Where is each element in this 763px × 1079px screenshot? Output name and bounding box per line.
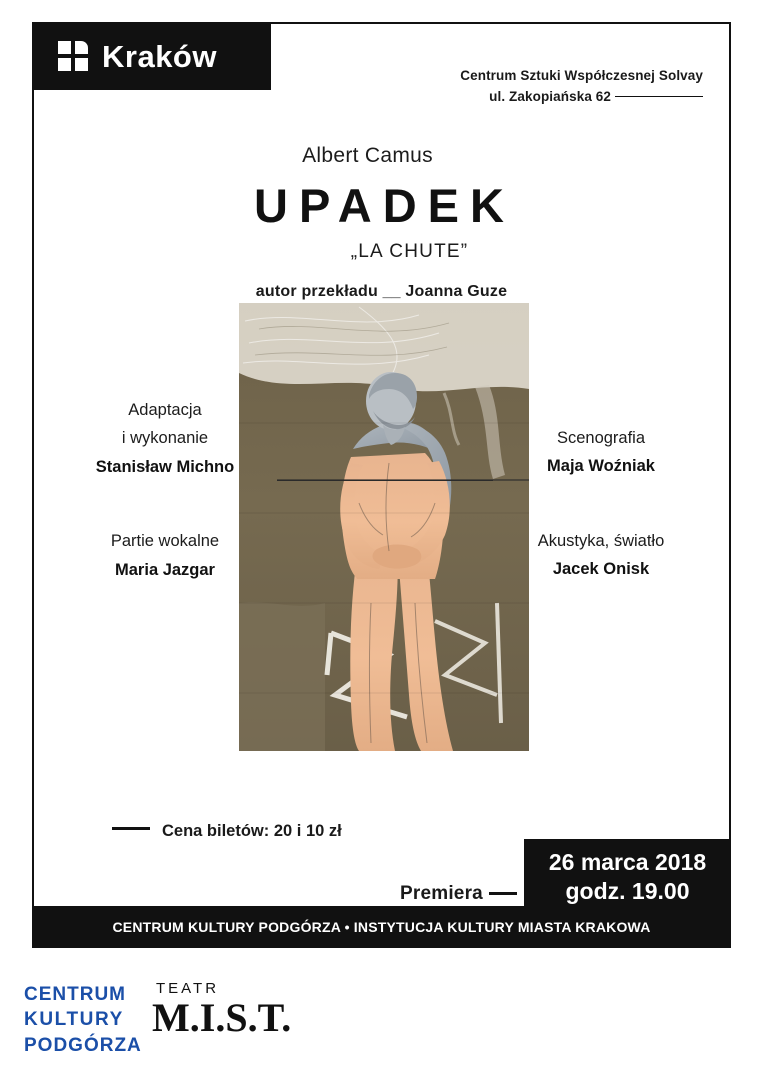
poster-artwork — [239, 303, 529, 751]
premiere-label-text: Premiera — [400, 883, 483, 904]
premiere-date: 26 marca 2018 — [548, 848, 707, 875]
credit-role-line-1: Akustyka, światło — [537, 531, 665, 550]
venue-underline-rule — [615, 96, 703, 97]
credit-name: Stanisław Michno — [95, 457, 235, 476]
credit-block-sound-light — [503, 527, 699, 584]
footer-logos — [0, 962, 763, 1072]
poster-frame — [32, 22, 731, 948]
organizer-strip-text: CENTRUM KULTURY PODGÓRZA • INSTYTUCJA KULTURY MIASTA KRAKOWA — [112, 919, 651, 935]
ckp-logo-line-3: PODGÓRZA — [24, 1034, 142, 1056]
title-block — [34, 144, 729, 301]
krakow-logo-label: Kraków — [102, 38, 217, 74]
credit-role-line-1: Adaptacja — [128, 401, 202, 419]
credit-name: Maria Jazgar — [115, 560, 215, 579]
translator-credit: autor przekładu __ Joanna Guze — [255, 283, 508, 300]
venue-line-2: ul. Zakopiańska 62 — [489, 88, 611, 104]
ticket-price-row — [112, 822, 342, 841]
credits-right-column — [503, 424, 699, 630]
artwork-divider-rule — [277, 480, 493, 481]
mist-logo-top-label: TEATR — [156, 980, 220, 997]
page-title: UPADEK — [254, 179, 515, 232]
ckp-logo-line-1: CENTRUM — [24, 984, 126, 1005]
credit-role-line-1: Partie wokalne — [110, 532, 220, 551]
premiere-label — [400, 883, 517, 905]
artwork-illustration — [239, 303, 529, 751]
organizer-strip — [32, 906, 731, 948]
krakow-grid-mark-icon — [58, 41, 88, 71]
credit-block-adaptation — [70, 396, 260, 481]
premiere-time: godz. 19.00 — [565, 878, 690, 904]
premiere-dash-rule — [489, 892, 517, 895]
ticket-price-label: Cena biletów: 20 i 10 zł — [162, 822, 342, 840]
price-dash-rule — [112, 827, 150, 830]
venue-address — [460, 66, 703, 108]
credit-role-line-1: Scenografia — [556, 429, 646, 447]
mist-logo-name: M.I.S.T. — [152, 995, 292, 1040]
credits-left-column — [70, 396, 260, 630]
venue-line-1: Centrum Sztuki Współczesnej Solvay — [460, 68, 703, 83]
premiere-date-box — [524, 839, 731, 915]
venue-line-2-wrap — [460, 87, 703, 108]
original-title: „LA CHUTE” — [350, 241, 469, 262]
author-name: Albert Camus — [302, 144, 433, 167]
credit-name: Jacek Onisk — [552, 560, 650, 579]
credit-name: Maja Woźniak — [547, 457, 655, 476]
krakow-city-logo — [32, 22, 271, 90]
teatr-mist-logo — [152, 980, 291, 1039]
credit-block-set-design — [503, 424, 699, 481]
credit-role-line-2: i wykonanie — [121, 429, 209, 448]
centrum-kultury-podgorza-logo — [24, 982, 142, 1058]
ckp-logo-line-2: KULTURY — [24, 1009, 124, 1031]
credit-block-vocals — [70, 527, 260, 584]
